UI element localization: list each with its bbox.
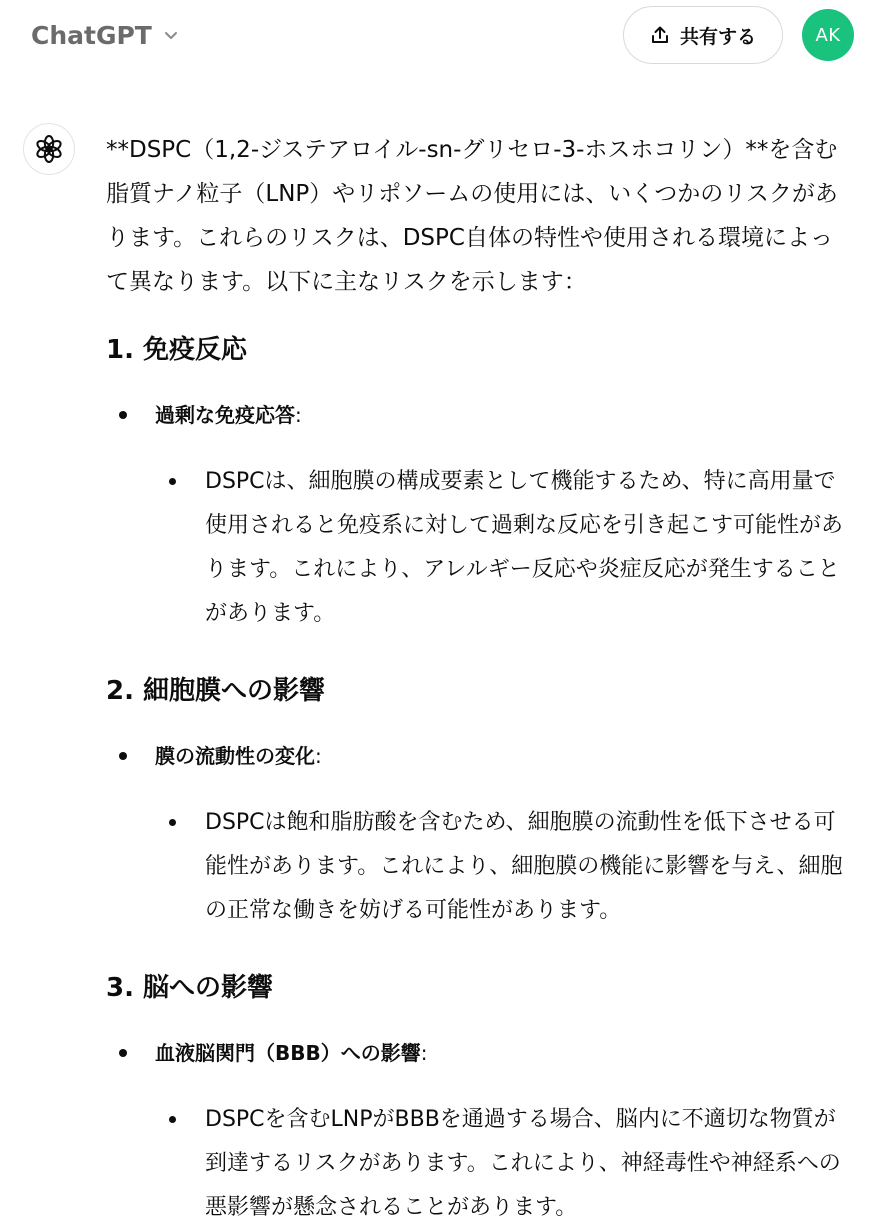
sub-list-item: DSPCは、細胞膜の構成要素として機能するため、特に高用量で使用されると免疫系に対して過剰な反応を引き起こす可能性があります。これにより、アレルギー反応や炎症反応が発生することがあります。 bbox=[205, 460, 856, 636]
sub-list-item: DSPCは飽和脂肪酸を含むため、細胞膜の流動性を低下させる可能性があります。これにより、細胞膜の機能に影響を与え、細胞の正常な働きを妨げる可能性があります。 bbox=[205, 801, 856, 933]
top-bar bbox=[0, 0, 884, 72]
share-button[interactable] bbox=[623, 6, 783, 64]
list-item bbox=[106, 399, 856, 431]
section-heading: 1. 免疫反応 bbox=[106, 335, 248, 365]
openai-logo-icon bbox=[23, 123, 75, 175]
list-item bbox=[106, 1037, 856, 1069]
list-item bbox=[106, 740, 856, 772]
item-suffix: : bbox=[295, 403, 302, 427]
item-suffix: : bbox=[315, 744, 322, 768]
chevron-down-icon bbox=[162, 26, 180, 44]
model-selector[interactable] bbox=[31, 16, 180, 54]
item-title: 膜の流動性の変化 bbox=[155, 744, 315, 768]
section-heading: 2. 細胞膜への影響 bbox=[106, 676, 326, 706]
item-title: 過剰な免疫応答 bbox=[155, 403, 295, 427]
avatar[interactable]: AK bbox=[802, 9, 854, 61]
assistant-message bbox=[106, 128, 856, 1230]
intro-paragraph: **DSPC（1,2-ジステアロイル-sn-グリセロ-3-ホスホコリン）**を含む脂質ナノ粒子（LNP）やリポソームの使用には、いくつかのリスクがあります。これらのリスクは、DSPC自体の特性や使用される環境によって異なります。以下に主なリスクを示します： bbox=[106, 137, 838, 295]
share-icon bbox=[650, 25, 670, 45]
section-heading: 3. 脳への影響 bbox=[106, 973, 274, 1003]
share-label: 共有する bbox=[679, 25, 756, 48]
item-title: 血液脳関門（BBB）への影響 bbox=[155, 1041, 421, 1065]
item-suffix: : bbox=[420, 1041, 428, 1065]
model-name: ChatGPT bbox=[31, 20, 152, 50]
sub-list-item: DSPCを含むLNPがBBBを通過する場合、脳内に不適切な物質が到達するリスクがあります。これにより、神経毒性や神経系への悪影響が懸念されることがあります。 bbox=[205, 1098, 856, 1230]
